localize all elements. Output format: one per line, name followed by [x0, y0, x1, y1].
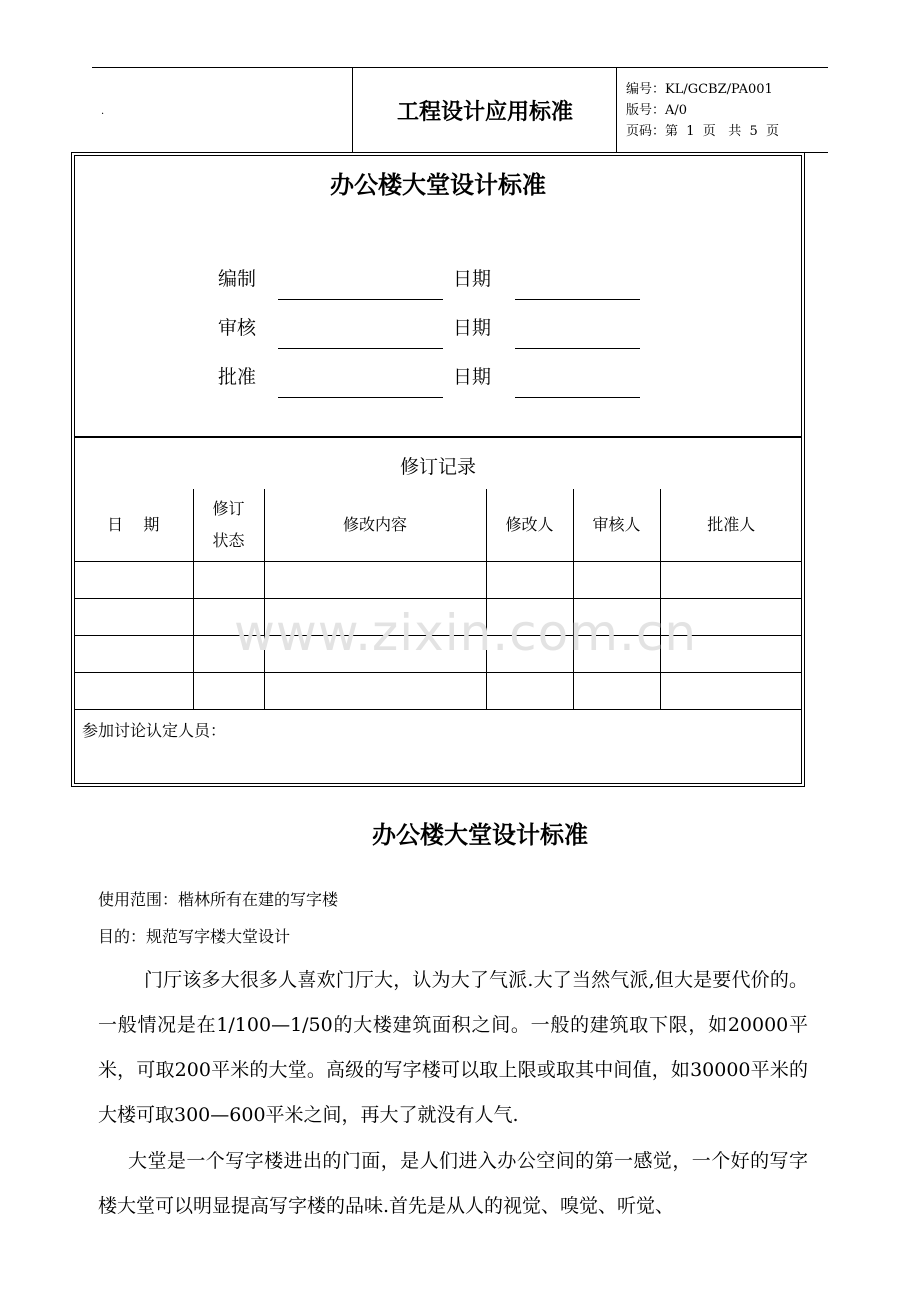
signoff-prepared-line [278, 299, 443, 300]
scope-line: 使用范围：楷林所有在建的写字楼 [98, 890, 339, 909]
revision-title: 修订记录 [399, 456, 476, 478]
revision-table [74, 489, 802, 790]
signoff-approved-date-label: 日期 [453, 366, 492, 388]
table-row [74, 636, 802, 673]
doc-code: 编号：KL/GCBZ/PA001 [626, 82, 773, 97]
col-date: 日 期 [74, 489, 193, 562]
doc-version: 版号：A/0 [626, 103, 688, 118]
col-approver: 批准人 [660, 489, 802, 562]
paragraph-1 [98, 958, 808, 1138]
signoff-reviewed-label: 审核 [218, 317, 257, 339]
doc-page: 页码：第 1 页 共 5 页 [626, 124, 779, 139]
header-title: 工程设计应用标准 [396, 99, 573, 125]
col-reviewer: 审核人 [573, 489, 660, 562]
signoff-approved-label: 批准 [218, 366, 257, 388]
signoff-approved-line [278, 397, 443, 398]
signoff-approved-date-line [515, 397, 640, 398]
header-meta [626, 79, 779, 142]
col-status-line-1: 修订 [212, 499, 245, 518]
col-status-line-2: 状态 [212, 531, 245, 550]
col-status [193, 489, 264, 562]
revision-separator [74, 436, 802, 438]
paragraph-2-text: 大堂是一个写字楼进出的门面，是人们进入办公空间的第一感觉，一个好的写字楼大堂可以明显提高写字楼的品味.首先是从人的视觉、嗅觉、听觉、 [98, 1150, 808, 1217]
table-row [74, 673, 802, 710]
body-title: 办公楼大堂设计标准 [372, 821, 588, 849]
participants-row [74, 710, 802, 791]
signoff-prepared-label: 编制 [218, 268, 257, 290]
paragraph-1-text: 门厅该多大很多人喜欢门厅大，认为大了气派.大了当然气派,但大是要代价的。一般情况是在1/100—1/50的大楼建筑面积之间。一般的建筑取下限，如20000平米，可取200平米的大堂。高级的写字楼可以取上限或取其中间值，如30000平米的大楼可取300—600平米之间，再大了就没有人气. [98, 969, 808, 1126]
signoff-prepared-date-label: 日期 [453, 268, 492, 290]
paragraph-2 [98, 1139, 808, 1229]
revision-header-row [74, 489, 802, 562]
signoff-prepared-date-line [515, 299, 640, 300]
signoff-reviewed-date-label: 日期 [453, 317, 492, 339]
watermark: www.zixin.com.cn [234, 604, 698, 662]
col-content: 修改内容 [264, 489, 486, 562]
cover-title: 办公楼大堂设计标准 [330, 171, 546, 199]
purpose-line: 目的：规范写字楼大堂设计 [98, 927, 291, 946]
table-row [74, 562, 802, 599]
col-editor: 修改人 [486, 489, 573, 562]
signoff-reviewed-date-line [515, 348, 640, 349]
table-row [74, 599, 802, 636]
signoff-reviewed-line [278, 348, 443, 349]
participants-label: 参加讨论认定人员： [74, 710, 802, 791]
header-mark: . [101, 106, 105, 117]
